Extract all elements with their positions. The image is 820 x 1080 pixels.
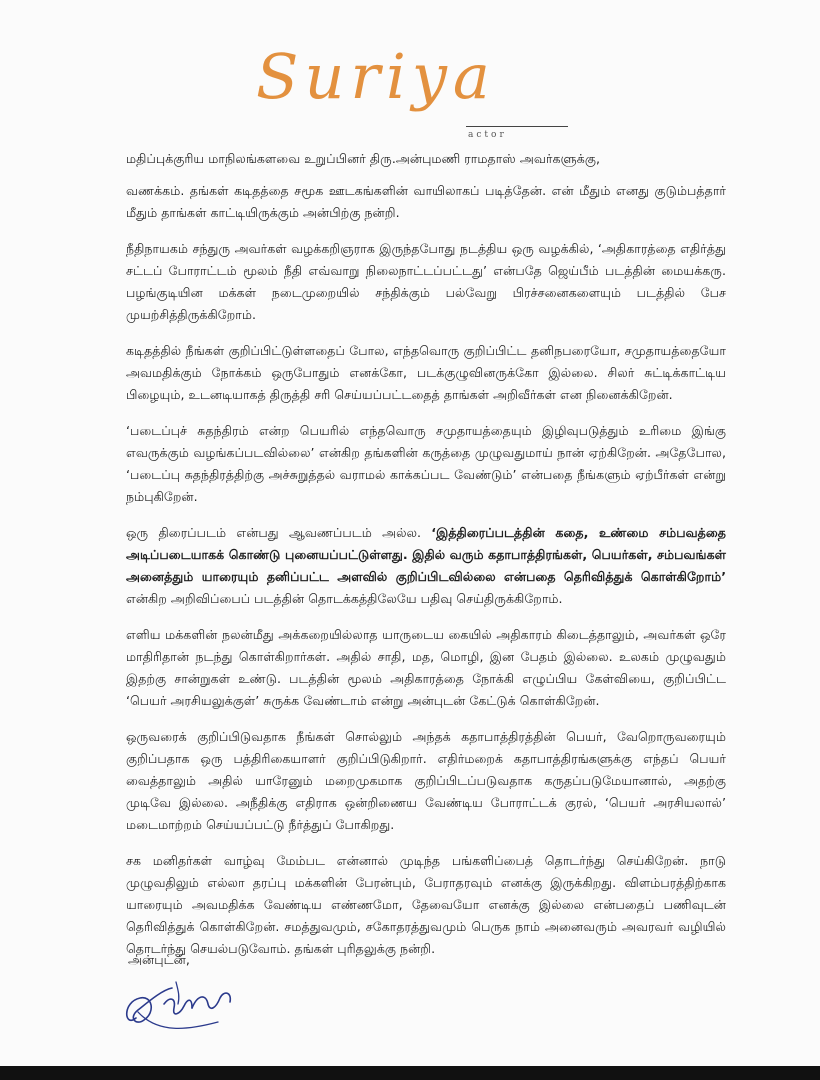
letterhead-logo bbox=[256, 40, 566, 140]
letter-paragraph-disclaimer bbox=[126, 522, 726, 610]
letter-paragraph: கடிதத்தில் நீங்கள் குறிப்பிட்டுள்ளதைப் போல, எந்தவொரு குறிப்பிட்ட தனிநபரையோ, சமுதாயத்தையோ அவமதிக்கும் நோக்கம் ஒருபோதும் எனக்கோ, படக்குழுவினருக்கோ இல்லை. சிலர் சுட்டிக்காட்டிய பிழையும், உடனடியாகத் திருத்தி சரி செய்யப்பட்டதைத் தாங்கள் அறிவீர்கள் என நினைக்கிறேன். bbox=[126, 343, 726, 402]
letter-paragraph: எளிய மக்களின் நலன்மீது அக்கறையில்லாத யாருடைய கையில் அதிகாரம் கிடைத்தாலும், அவர்கள் ஒரே மாதிரிதான் நடந்து கொள்கிறார்கள். அதில் சாதி, மத, மொழி, இன பேதம் இல்லை. உலகம் முழுவதும் இதற்கு சான்றுகள் உண்டு. படத்தின் மூலம் அதிகாரத்தை நோக்கி எழுப்பிய கேள்வியை, குறிப்பிட்ட ‘பெயர் அரசியலுக்குள்’ சுருக்க வேண்டாம் என்று அன்புடன் கேட்டுக் கொள்கிறேன். bbox=[126, 627, 726, 708]
letter-salutation: மதிப்புக்குரிய மாநிலங்களவை உறுப்பினர் திரு.அன்புமணி ராமதாஸ் அவர்களுக்கு, bbox=[126, 151, 600, 166]
letter-paragraph: வணக்கம். தங்கள் கடிதத்தை சமூக ஊடகங்களின் வாயிலாகப் படித்தேன். என் மீதும் எனது குடும்பத்தார் மீதும் தாங்கள் காட்டியிருக்கும் அன்பிற்கு நன்றி. bbox=[126, 183, 726, 220]
logo-wordmark: Suriya bbox=[256, 40, 496, 113]
disclaimer-quote: ‘இத்திரைப்படத்தின் கதை, உண்மை சம்பவத்தை அடிப்படையாகக் கொண்டு புனையப்பட்டுள்ளது. இதில் வரும் கதாபாத்திரங்கள், பெயர்கள், சம்பவங்கள் அனைத்தும் யாரையும் தனிப்பட்ட அளவில் குறிப்பிடவில்லை என்பதை தெரிவித்துக் கொள்கிறோம்’ bbox=[126, 525, 726, 584]
disclaimer-lead: ஒரு திரைப்படம் என்பது ஆவணப்படம் அல்ல. bbox=[126, 525, 422, 540]
letter-closing: அன்புடன், bbox=[128, 952, 190, 967]
letter-paragraph: சக மனிதர்கள் வாழ்வு மேம்பட என்னால் முடிந்த பங்களிப்பைத் தொடர்ந்து செய்கிறேன். நாடு முழுவதிலும் எல்லா தரப்பு மக்களின் பேரன்பும், பேராதரவும் எனக்கு இருக்கிறது. விளம்பரத்திற்காக யாரையும் அவமதிக்க வேண்டிய எண்ணமோ, தேவையோ எனக்கு இல்லை என்பதைப் பணிவுடன் தெரிவித்துக் கொள்கிறேன். சமத்துவமும், சகோதரத்துவமும் பெருக நாம் அனைவரும் அவரவர் வழியில் தொடர்ந்து செயல்படுவோம். தங்கள் புரிதலுக்கு நன்றி. bbox=[126, 853, 726, 956]
handwritten-signature bbox=[118, 968, 258, 1038]
logo-subtitle: actor bbox=[468, 130, 507, 140]
letter-body bbox=[126, 148, 726, 974]
letter-paragraph: ‘படைப்புச் சுதந்திரம் என்ற பெயரில் எந்தவொரு சமுதாயத்தையும் இழிவுபடுத்தும் உரிமை இங்கு எவருக்கும் வழங்கப்படவில்லை’ என்கிற தங்களின் கருத்தை முழுவதுமாய் நான் ஏற்கிறேன். அதேபோல, ‘படைப்பு சுதந்திரத்திற்கு அச்சுறுத்தல் வராமல் காக்கப்பட வேண்டும்’ என்பதை நீங்களும் ஏற்பீர்கள் என்று நம்புகிறேன். bbox=[126, 423, 726, 504]
disclaimer-tail: என்கிற அறிவிப்பைப் படத்தின் தொடக்கத்திலேயே பதிவு செய்திருக்கிறோம். bbox=[126, 591, 563, 606]
letter-paragraph: நீதிநாயகம் சந்துரு அவர்கள் வழக்கறிஞராக இருந்தபோது நடத்திய ஒரு வழக்கில், ‘அதிகாரத்தை எதிர்த்து சட்டப் போராட்டம் மூலம் நீதி எவ்வாறு நிலைநாட்டப்பட்டது’ என்பதே ஜெய்பீம் படத்தின் மையக்கரு. பழங்குடியின மக்கள் நடைமுறையில் சந்திக்கும் பல்வேறு பிரச்சனைகளையும் படத்தில் பேச முயற்சித்திருக்கிறோம். bbox=[126, 241, 726, 322]
logo-underline bbox=[466, 126, 568, 127]
bottom-edge-bar bbox=[0, 1066, 820, 1080]
letter-paragraph: ஒருவரைக் குறிப்பிடுவதாக நீங்கள் சொல்லும் அந்தக் கதாபாத்திரத்தின் பெயர், வேறொருவரையும் குறிப்பதாக ஒரு பத்திரிகையாளர் குறிப்பிடுகிறார். எதிர்மறைக் கதாபாத்திரங்களுக்கு எந்தப் பெயர் வைத்தாலும் அதில் யாரேனும் மறைமுகமாக குறிப்பிடப்படுவதாக கருதப்படுமேயானால், அதற்கு முடிவே இல்லை. அநீதிக்கு எதிராக ஒன்றிணைய வேண்டிய போராட்டக் குரல், ‘பெயர் அரசியலால்’ மடைமாற்றம் செய்யப்பட்டு நீர்த்துப் போகிறது. bbox=[126, 729, 726, 832]
